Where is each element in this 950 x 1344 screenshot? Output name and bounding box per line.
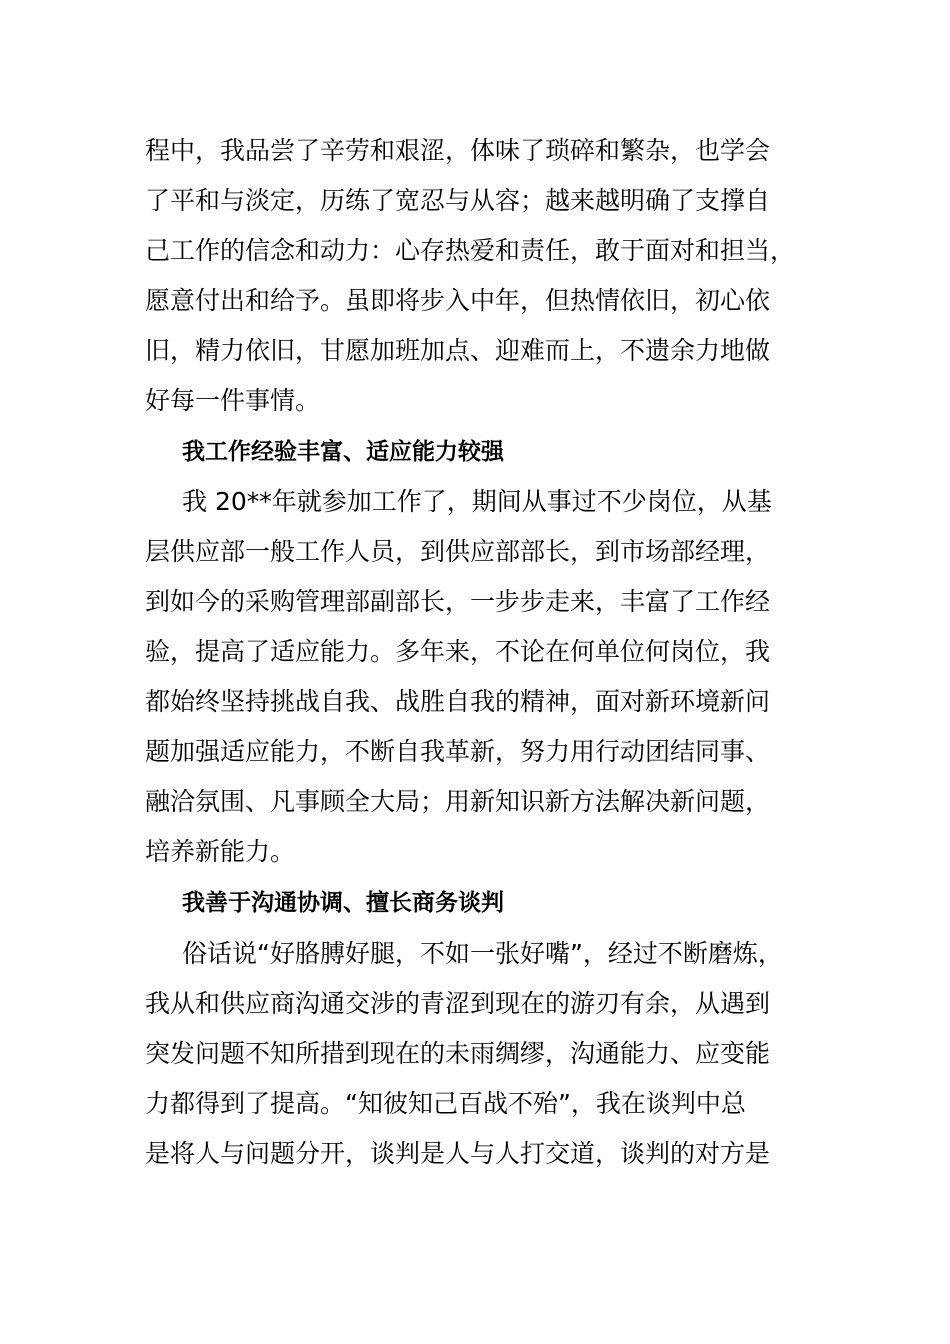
paragraph-line: 我 20**年就参加工作了，期间从事过不少岗位，从基 <box>182 487 772 516</box>
paragraph-line: 到如今的采购管理部副部长，一步步走来，丰富了工作经 <box>145 587 771 616</box>
paragraph-line: 突发问题不知所措到现在的未雨绸缪，沟通能力、应变能 <box>145 1039 771 1068</box>
paragraph-line: 己工作的信念和动力：心存热爱和责任，敢于面对和担当， <box>145 236 796 265</box>
paragraph-line: 俗话说“好胳膊好腿，不如一张好嘴”，经过不断磨炼， <box>182 939 783 968</box>
section-heading: 我善于沟通协调、擅长商务谈判 <box>182 890 504 916</box>
section-heading: 我工作经验丰富、适应能力较强 <box>182 439 504 465</box>
paragraph-line: 了平和与淡定，历练了宽忍与从容；越来越明确了支撑自 <box>145 186 771 215</box>
paragraph-line: 好每一件事情。 <box>145 386 321 415</box>
paragraph-line: 都始终坚持挑战自我、战胜自我的精神，面对新环境新问 <box>145 687 771 716</box>
paragraph-line: 层供应部一般工作人员，到供应部部长，到市场部经理， <box>145 537 771 566</box>
paragraph-line: 融洽氛围、凡事顾全大局；用新知识新方法解决新问题， <box>145 787 771 816</box>
paragraph-line: 愿意付出和给予。虽即将步入中年，但热情依旧，初心依 <box>145 286 771 315</box>
paragraph-line: 培养新能力。 <box>145 837 296 866</box>
paragraph-line: 我从和供应商沟通交涉的青涩到现在的游刃有余，从遇到 <box>145 989 771 1018</box>
paragraph-line: 旧，精力依旧，甘愿加班加点、迎难而上，不遗余力地做 <box>145 336 771 365</box>
paragraph-line: 验，提高了适应能力。多年来，不论在何单位何岗位，我 <box>145 637 771 666</box>
paragraph-line: 程中，我品尝了辛劳和艰涩，体味了琐碎和繁杂，也学会 <box>145 136 771 165</box>
paragraph-line: 是将人与问题分开，谈判是人与人打交道，谈判的对方是 <box>145 1139 771 1168</box>
paragraph-line: 题加强适应能力，不断自我革新，努力用行动团结同事、 <box>145 737 771 766</box>
paragraph-line: 力都得到了提高。“知彼知己百战不殆”，我在谈判中总 <box>145 1089 746 1118</box>
